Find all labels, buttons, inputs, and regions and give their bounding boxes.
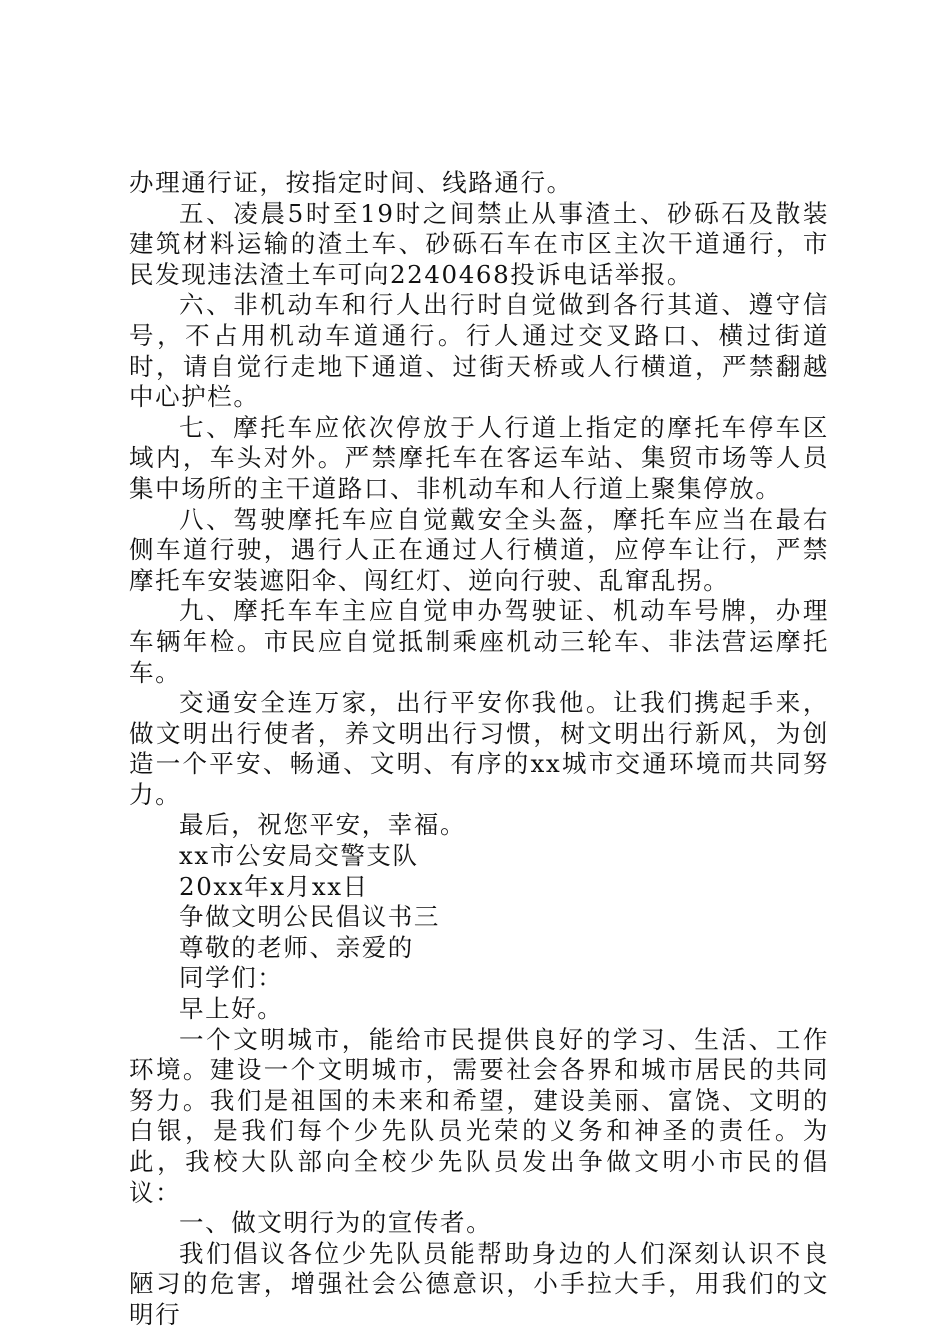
salutation-line-2: 同学们：	[179, 963, 284, 993]
paragraph-item-9: 九、摩托车车主应自觉申办驾驶证、机动车号牌，办理车辆年检。市民应自觉抵制乘座机动三轮车、非法营运摩托车。	[129, 596, 829, 687]
proposal-heading-1: 一、做文明行为的宣传者。	[179, 1208, 493, 1238]
document-body	[129, 168, 829, 1331]
paragraph-item-6: 六、非机动车和行人出行时自觉做到各行其道、遵守信号，不占用机动车道通行。行人通过交叉路口、横过街道时，请自觉行走地下通道、过街天桥或人行横道，严禁翻越中心护栏。	[129, 290, 829, 412]
paragraph-item-7: 七、摩托车应依次停放于人行道上指定的摩托车停车区域内，车头对外。严禁摩托车在客运车站、集贸市场等人员集中场所的主干道路口、非机动车和人行道上聚集停放。	[129, 412, 829, 503]
closing-wishes: 最后，祝您平安，幸福。	[179, 810, 467, 840]
paragraph-item-8: 八、驾驶摩托车应自觉戴安全头盔，摩托车应当在最右侧车道行驶，遇行人正在通过人行横道，应停车让行，严禁摩托车安装遮阳伞、闯红灯、逆向行驶、乱窜乱拐。	[129, 504, 829, 595]
paragraph-continuation: 办理通行证，按指定时间、线路通行。	[129, 168, 573, 197]
paragraph-proposal-1: 我们倡议各位少先队员能帮助身边的人们深刻认识不良陋习的危害，增强社会公德意识，小手拉大手，用我们的文明行	[129, 1238, 829, 1329]
signature-organization: xx市公安局交警支队	[179, 841, 419, 871]
salutation-line-1: 尊敬的老师、亲爱的	[179, 932, 414, 962]
paragraph-closing-appeal: 交通安全连万家，出行平安你我他。让我们携起手来，做文明出行使者，养文明出行习惯，树文明出行新风，为创造一个平安、畅通、文明、有序的xx城市交通环境而共同努力。	[129, 688, 829, 809]
paragraph-introduction: 一个文明城市，能给市民提供良好的学习、生活、工作环境。建设一个文明城市，需要社会各界和城市居民的共同努力。我们是祖国的未来和希望，建设美丽、富饶、文明的白银，是我们每个少先队员光荣的义务和神圣的责任。为此，我校大队部向全校少先队员发出争做文明小市民的倡议：	[129, 1024, 829, 1207]
signature-date: 20xx年x月xx日	[179, 871, 369, 901]
section-title: 争做文明公民倡议书三	[179, 902, 440, 932]
paragraph-item-5: 五、凌晨5时至19时之间禁止从事渣土、砂砾石及散装建筑材料运输的渣土车、砂砾石车在市区主次干道通行，市民发现违法渣土车可向2240468投诉电话举报。	[129, 198, 829, 289]
greeting: 早上好。	[179, 994, 284, 1024]
